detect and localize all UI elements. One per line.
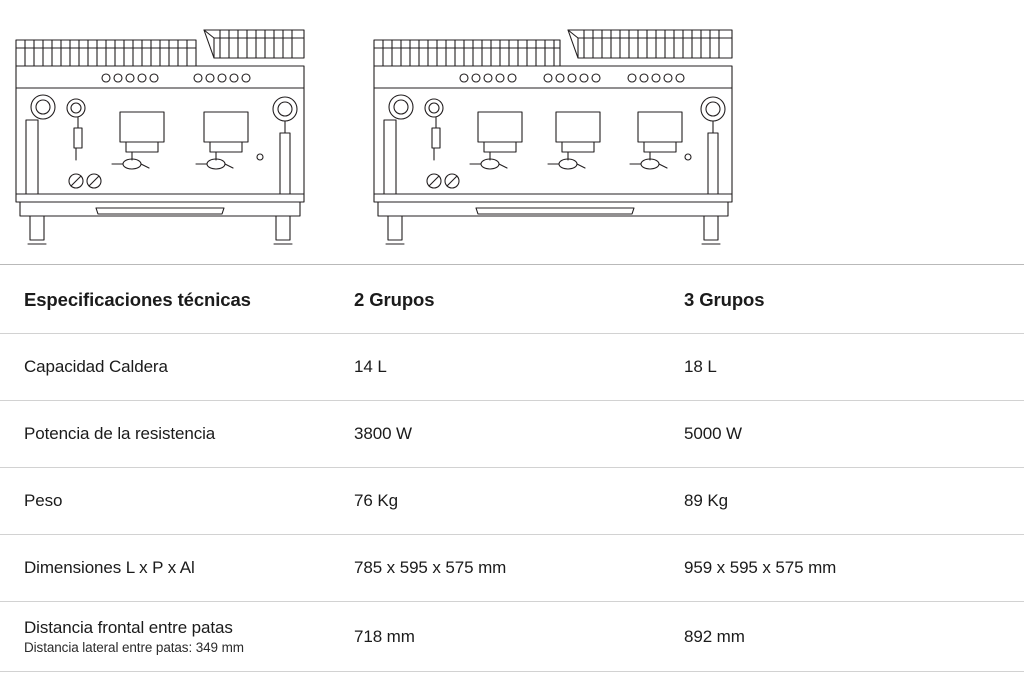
column-header-two-groups-label: 2 Grupos	[354, 289, 435, 310]
row-label: Capacidad Caldera	[24, 357, 168, 376]
row-value: 76 Kg	[354, 491, 398, 510]
row-label: Distancia frontal entre patas	[24, 618, 233, 637]
row-value: 959 x 595 x 575 mm	[684, 558, 837, 577]
row-value: 5000 W	[684, 424, 742, 443]
row-label-cell	[0, 468, 330, 535]
row-label-cell	[0, 602, 330, 672]
row-value: 718 mm	[354, 626, 415, 646]
row-value: 89 Kg	[684, 491, 728, 510]
table-row	[0, 334, 1024, 401]
column-header-specs	[0, 265, 330, 334]
row-value-three-groups	[660, 535, 1024, 602]
row-value-three-groups	[660, 468, 1024, 535]
machine-3-groups-illustration	[366, 8, 751, 248]
machine-2-groups-illustration	[8, 8, 328, 248]
machine-illustrations	[0, 0, 1024, 250]
column-header-specs-label: Especificaciones técnicas	[24, 289, 251, 310]
table-row	[0, 602, 1024, 672]
row-label: Potencia de la resistencia	[24, 424, 216, 443]
row-label: Dimensiones L x P x Al	[24, 558, 195, 577]
row-value-two-groups	[330, 334, 660, 401]
row-value-three-groups	[660, 401, 1024, 468]
row-value-two-groups	[330, 535, 660, 602]
table-header-row	[0, 265, 1024, 334]
row-label-cell	[0, 334, 330, 401]
column-header-three-groups	[660, 265, 1024, 334]
row-value-three-groups	[660, 602, 1024, 672]
row-value-two-groups	[330, 468, 660, 535]
row-value: 14 L	[354, 357, 387, 376]
row-value: 892 mm	[684, 626, 745, 646]
table-row	[0, 535, 1024, 602]
technical-specifications-table	[0, 264, 1024, 672]
table-row	[0, 468, 1024, 535]
row-label-cell	[0, 535, 330, 602]
row-sublabel: Distancia lateral entre patas: 349 mm	[24, 640, 244, 655]
row-value: 18 L	[684, 357, 717, 376]
column-header-three-groups-label: 3 Grupos	[684, 289, 765, 310]
row-value: 785 x 595 x 575 mm	[354, 558, 507, 577]
row-label: Peso	[24, 491, 63, 510]
row-value-two-groups	[330, 401, 660, 468]
row-value-three-groups	[660, 334, 1024, 401]
table-row	[0, 401, 1024, 468]
row-value: 3800 W	[354, 424, 412, 443]
row-value-two-groups	[330, 602, 660, 672]
row-label-cell	[0, 401, 330, 468]
column-header-two-groups	[330, 265, 660, 334]
